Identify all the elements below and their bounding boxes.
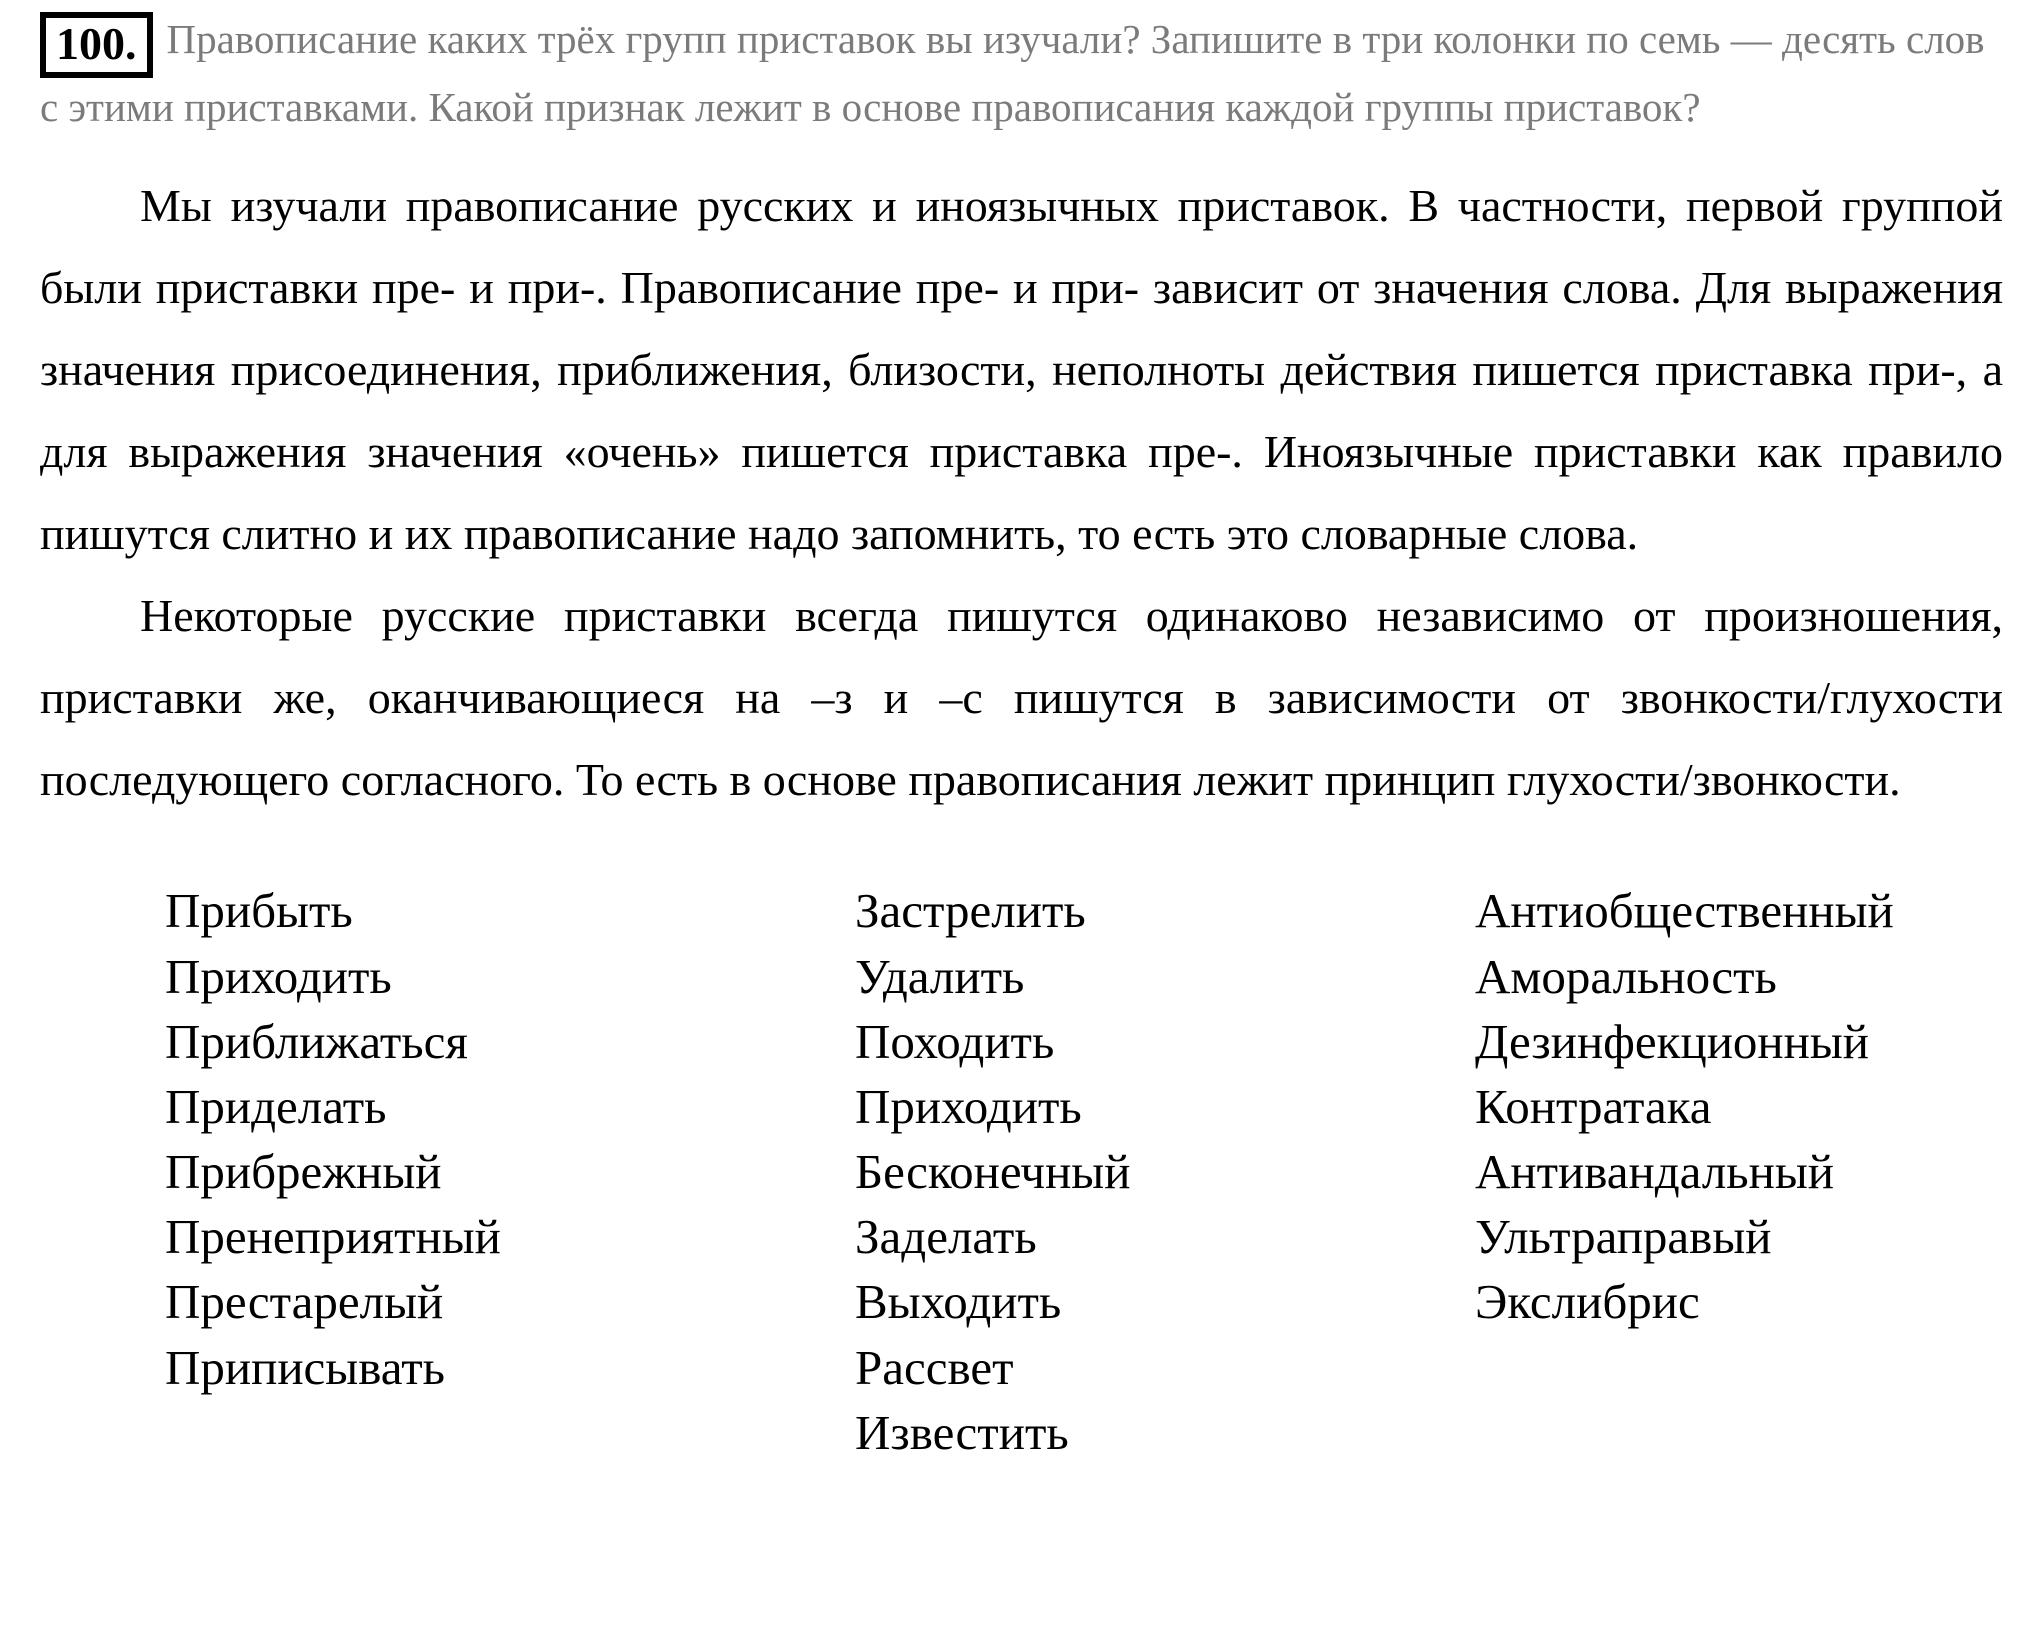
word-columns <box>40 878 2003 1464</box>
word-item: Дезинфекционный <box>1475 1013 1870 1069</box>
answer-text <box>40 165 2003 820</box>
word-item: Престарелый <box>165 1274 444 1330</box>
answer-paragraph-1: Мы изучали правописание русских и иноязычных приставок. В частности, первой группой были приставки пре- и при-. Правописание пре- и при- зависит от значения слова. Для выражения значения присоединения, приближения, близости, неполноты действия пишется приставка при-, а для выражения значения «очень» пишется приставка пре-. Иноязычные приставки как правило пишутся слитно и их правописание надо запомнить, то есть это словарные слова. <box>40 180 2003 559</box>
word-item: Рассвет <box>855 1339 1014 1395</box>
word-item: Приближаться <box>165 1013 468 1069</box>
word-item: Застрелить <box>855 883 1086 939</box>
word-item: Ультраправый <box>1475 1209 1772 1265</box>
word-item: Прибыть <box>165 883 353 939</box>
word-item: Антивандальный <box>1475 1144 1834 1200</box>
exercise-prompt-block <box>40 10 2003 137</box>
word-column-z-s <box>855 878 1475 1464</box>
word-item: Удалить <box>855 948 1025 1004</box>
word-item: Прибрежный <box>165 1144 442 1200</box>
exercise-prompt-text: Правописание каких трёх групп приставок вы изучали? Запишите в три колонки по семь — десять слов с этими приставками. Какой признак лежит в основе правописания каждой группы приставок? <box>40 16 1985 130</box>
exercise-number: 100. <box>40 12 153 78</box>
word-item: Известить <box>855 1404 1069 1460</box>
word-item: Экслибрис <box>1475 1274 1700 1330</box>
word-item: Приходить <box>855 1078 1082 1134</box>
word-item: Приделать <box>165 1078 387 1134</box>
word-item: Бесконечный <box>855 1144 1131 1200</box>
word-item: Приходить <box>165 948 392 1004</box>
word-item: Контратака <box>1475 1078 1712 1134</box>
word-item: Походить <box>855 1013 1055 1069</box>
word-item: Антиобщественный <box>1475 883 1894 939</box>
word-column-foreign <box>1475 878 1894 1464</box>
answer-paragraph-2: Некоторые русские приставки всегда пишутся одинаково независимо от произношения, приставки же, оканчивающиеся на –з и –с пишутся в зависимости от звонкости/глухости последующего согласного. То есть в основе правописания лежит принцип глухости/звонкости. <box>40 589 2003 805</box>
word-item: Аморальность <box>1475 948 1777 1004</box>
word-item: Приписывать <box>165 1339 445 1395</box>
word-item: Выходить <box>855 1274 1062 1330</box>
word-item: Пренеприятный <box>165 1209 501 1265</box>
word-item: Заделать <box>855 1209 1037 1265</box>
word-column-pre-pri <box>165 878 855 1464</box>
